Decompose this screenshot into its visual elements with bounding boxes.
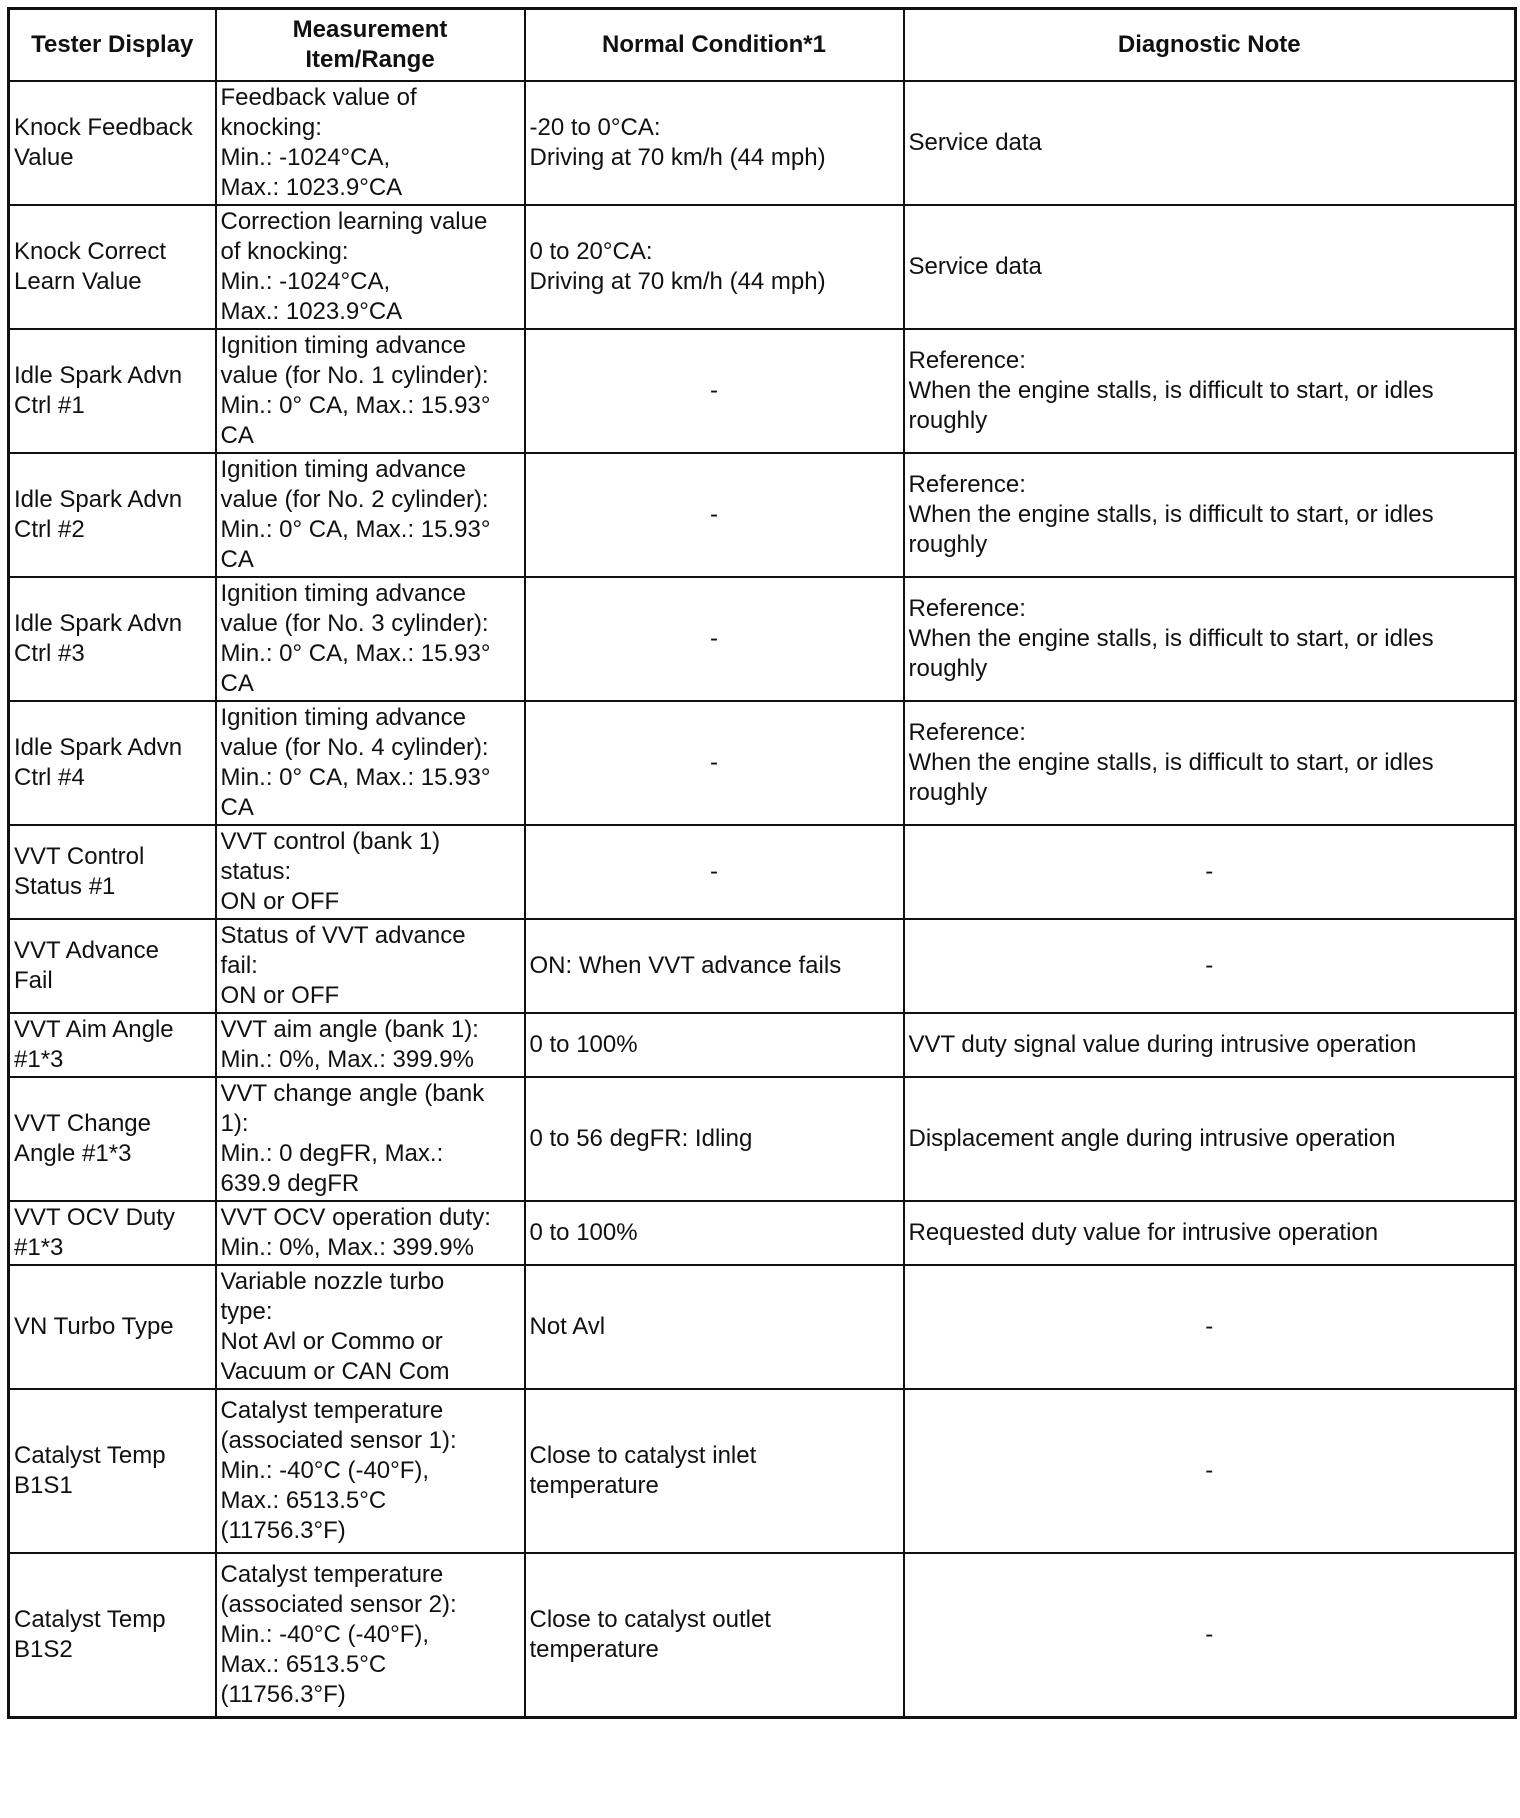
- cell-diagnostic-note: -: [904, 1553, 1516, 1717]
- cell-normal-condition: -: [525, 453, 904, 577]
- table-row: [9, 81, 1516, 205]
- cell-tester-display: Knock Correct Learn Value: [9, 205, 216, 329]
- cell-diagnostic-note: Service data: [904, 81, 1516, 205]
- cell-diagnostic-note: Displacement angle during intrusive operation: [904, 1077, 1516, 1201]
- table-row: [9, 1553, 1516, 1717]
- cell-diagnostic-note: Reference: When the engine stalls, is difficult to start, or idles roughly: [904, 453, 1516, 577]
- cell-normal-condition: -: [525, 701, 904, 825]
- cell-diagnostic-note: -: [904, 1265, 1516, 1389]
- cell-measurement-range: VVT OCV operation duty: Min.: 0%, Max.: 399.9%: [216, 1201, 525, 1265]
- cell-measurement-range: Ignition timing advance value (for No. 3 cylinder): Min.: 0° CA, Max.: 15.93° CA: [216, 577, 525, 701]
- table-row: [9, 205, 1516, 329]
- cell-tester-display: Catalyst Temp B1S1: [9, 1389, 216, 1553]
- cell-diagnostic-note: -: [904, 825, 1516, 919]
- table-row: [9, 1013, 1516, 1077]
- cell-normal-condition: Close to catalyst outlet temperature: [525, 1553, 904, 1717]
- cell-normal-condition: 0 to 100%: [525, 1013, 904, 1077]
- cell-tester-display: VVT Change Angle #1*3: [9, 1077, 216, 1201]
- cell-diagnostic-note: Reference: When the engine stalls, is difficult to start, or idles roughly: [904, 701, 1516, 825]
- table-row: [9, 1265, 1516, 1389]
- cell-tester-display: Idle Spark Advn Ctrl #4: [9, 701, 216, 825]
- cell-normal-condition: Close to catalyst inlet temperature: [525, 1389, 904, 1553]
- cell-normal-condition: -: [525, 329, 904, 453]
- cell-measurement-range: VVT control (bank 1) status: ON or OFF: [216, 825, 525, 919]
- cell-tester-display: Idle Spark Advn Ctrl #3: [9, 577, 216, 701]
- cell-diagnostic-note: Reference: When the engine stalls, is difficult to start, or idles roughly: [904, 577, 1516, 701]
- header-measurement-item-range: Measurement Item/Range: [216, 9, 525, 82]
- cell-tester-display: Idle Spark Advn Ctrl #1: [9, 329, 216, 453]
- cell-diagnostic-note: -: [904, 1389, 1516, 1553]
- table-row: [9, 577, 1516, 701]
- cell-normal-condition: 0 to 56 degFR: Idling: [525, 1077, 904, 1201]
- cell-normal-condition: -: [525, 825, 904, 919]
- table-header-row: [9, 9, 1516, 82]
- cell-diagnostic-note: Requested duty value for intrusive operation: [904, 1201, 1516, 1265]
- header-normal-condition: Normal Condition*1: [525, 9, 904, 82]
- cell-measurement-range: Ignition timing advance value (for No. 2 cylinder): Min.: 0° CA, Max.: 15.93° CA: [216, 453, 525, 577]
- cell-measurement-range: Feedback value of knocking: Min.: -1024°CA, Max.: 1023.9°CA: [216, 81, 525, 205]
- cell-tester-display: VN Turbo Type: [9, 1265, 216, 1389]
- cell-measurement-range: Ignition timing advance value (for No. 4 cylinder): Min.: 0° CA, Max.: 15.93° CA: [216, 701, 525, 825]
- cell-diagnostic-note: VVT duty signal value during intrusive operation: [904, 1013, 1516, 1077]
- cell-measurement-range: Catalyst temperature (associated sensor 1): Min.: -40°C (-40°F), Max.: 6513.5°C (11756.3°F): [216, 1389, 525, 1553]
- cell-tester-display: VVT OCV Duty #1*3: [9, 1201, 216, 1265]
- table-row: [9, 453, 1516, 577]
- cell-normal-condition: Not Avl: [525, 1265, 904, 1389]
- cell-normal-condition: ON: When VVT advance fails: [525, 919, 904, 1013]
- cell-measurement-range: VVT aim angle (bank 1): Min.: 0%, Max.: 399.9%: [216, 1013, 525, 1077]
- cell-measurement-range: Status of VVT advance fail: ON or OFF: [216, 919, 525, 1013]
- cell-normal-condition: 0 to 100%: [525, 1201, 904, 1265]
- cell-measurement-range: Variable nozzle turbo type: Not Avl or Commo or Vacuum or CAN Com: [216, 1265, 525, 1389]
- cell-measurement-range: Catalyst temperature (associated sensor 2): Min.: -40°C (-40°F), Max.: 6513.5°C (11756.3°F): [216, 1553, 525, 1717]
- cell-tester-display: Knock Feedback Value: [9, 81, 216, 205]
- cell-normal-condition: 0 to 20°CA: Driving at 70 km/h (44 mph): [525, 205, 904, 329]
- cell-tester-display: Catalyst Temp B1S2: [9, 1553, 216, 1717]
- table-row: [9, 1389, 1516, 1553]
- table-row: [9, 825, 1516, 919]
- table-row: [9, 1201, 1516, 1265]
- header-tester-display: Tester Display: [9, 9, 216, 82]
- cell-diagnostic-note: Service data: [904, 205, 1516, 329]
- cell-diagnostic-note: -: [904, 919, 1516, 1013]
- cell-tester-display: VVT Control Status #1: [9, 825, 216, 919]
- cell-tester-display: VVT Advance Fail: [9, 919, 216, 1013]
- diagnostic-data-table: [7, 7, 1517, 1719]
- table-row: [9, 701, 1516, 825]
- cell-measurement-range: VVT change angle (bank 1): Min.: 0 degFR, Max.: 639.9 degFR: [216, 1077, 525, 1201]
- cell-normal-condition: -20 to 0°CA: Driving at 70 km/h (44 mph): [525, 81, 904, 205]
- cell-tester-display: VVT Aim Angle #1*3: [9, 1013, 216, 1077]
- header-diagnostic-note: Diagnostic Note: [904, 9, 1516, 82]
- table-row: [9, 1077, 1516, 1201]
- table-row: [9, 329, 1516, 453]
- cell-diagnostic-note: Reference: When the engine stalls, is difficult to start, or idles roughly: [904, 329, 1516, 453]
- cell-measurement-range: Ignition timing advance value (for No. 1 cylinder): Min.: 0° CA, Max.: 15.93° CA: [216, 329, 525, 453]
- cell-tester-display: Idle Spark Advn Ctrl #2: [9, 453, 216, 577]
- table-row: [9, 919, 1516, 1013]
- cell-normal-condition: -: [525, 577, 904, 701]
- cell-measurement-range: Correction learning value of knocking: Min.: -1024°CA, Max.: 1023.9°CA: [216, 205, 525, 329]
